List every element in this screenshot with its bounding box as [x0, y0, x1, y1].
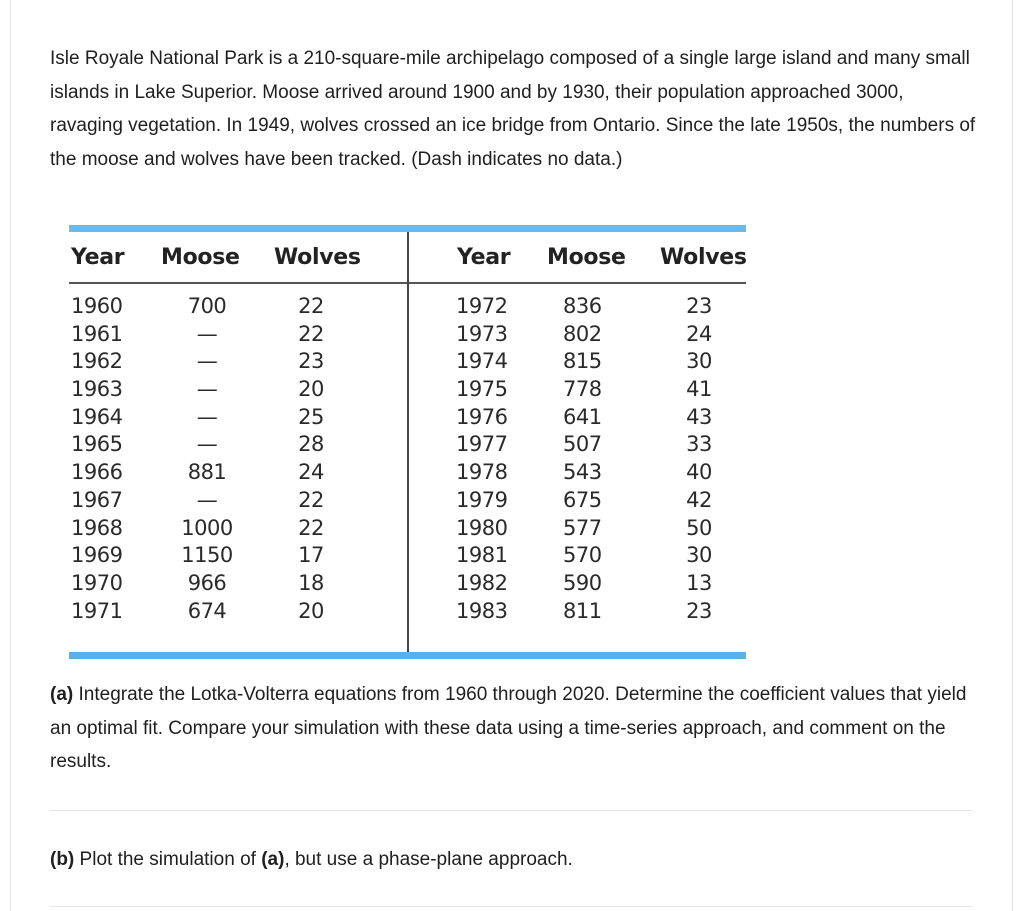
table-cell: 1963: [71, 377, 123, 402]
table-cell: 1965: [71, 432, 123, 457]
table-cell: 1981: [456, 543, 508, 568]
table-cell: —: [196, 487, 218, 512]
table-cell: 1967: [71, 487, 123, 512]
table-cell: —: [196, 349, 218, 374]
table-cell: 1962: [71, 349, 123, 374]
moose-wolves-table: [69, 225, 746, 663]
table-cell: 22: [298, 515, 324, 540]
table-cell: 23: [298, 349, 324, 374]
table-cell: 22: [298, 487, 324, 512]
separator: [50, 810, 972, 811]
table-cell: 1983: [456, 598, 508, 623]
table-cell: 1964: [71, 404, 123, 429]
table-cell: 40: [686, 460, 712, 485]
table-cell: 1975: [456, 377, 508, 402]
table-cell: 30: [686, 543, 712, 568]
table-cell: 33: [686, 432, 712, 457]
table-bottom-rule: [69, 652, 746, 659]
table-cell: 25: [298, 404, 324, 429]
table-cell: 507: [563, 432, 602, 457]
table-cell: 41: [686, 377, 712, 402]
separator-bottom: [50, 906, 972, 907]
header-wolves-left: Wolves: [274, 245, 361, 270]
column-year-right: [456, 293, 526, 625]
table-cell: 1961: [71, 321, 123, 346]
table-cell: 836: [563, 294, 602, 318]
table-cell: 30: [686, 349, 712, 374]
table-cell: 28: [298, 432, 324, 457]
table-cell: 43: [686, 404, 712, 429]
table-cell: 700: [187, 294, 227, 318]
table-cell: 641: [563, 404, 602, 429]
table-cell: 674: [187, 598, 227, 623]
header-moose-left: Moose: [161, 245, 240, 270]
table-cell: 17: [298, 543, 324, 568]
table-cell: 811: [563, 598, 602, 623]
table-cell: 20: [298, 598, 324, 623]
table-cell: 577: [563, 515, 602, 540]
table-cell: 50: [686, 515, 712, 540]
table-cell: 13: [686, 570, 712, 595]
table-cell: —: [196, 404, 218, 429]
header-year-left: Year: [71, 245, 125, 270]
table-cell: 1978: [456, 460, 508, 485]
table-cell: 1970: [71, 570, 123, 595]
table-cell: 1971: [71, 598, 123, 623]
table-cell: 1966: [71, 460, 123, 485]
table-cell: 543: [563, 460, 602, 485]
table-cell: 1150: [181, 543, 233, 568]
question-b-label: (b): [50, 849, 75, 870]
table-cell: —: [196, 432, 218, 457]
table-cell: 570: [563, 543, 602, 568]
table-cell: 1969: [71, 543, 123, 568]
question-a-text: Integrate the Lotka-Volterra equations from 1960 through 2020. Determine the coefficient values that yield an optimal fit. Compare your simulation with these data using a time-series approach, and comment on the results.: [50, 684, 967, 772]
table-cell: 1974: [456, 349, 508, 374]
table-cell: 1973: [456, 321, 508, 346]
table-cell: 22: [298, 294, 324, 318]
question-a-label: (a): [50, 684, 74, 705]
table-cell: 1968: [71, 515, 123, 540]
header-moose-right: Moose: [547, 245, 626, 270]
frame-border-left: [10, 0, 11, 911]
question-b-text-before: Plot the simulation of: [74, 849, 262, 870]
table-cell: 1000: [181, 515, 233, 540]
table-cell: 20: [298, 377, 324, 402]
table-cell: 42: [686, 487, 712, 512]
table-cell: —: [196, 321, 218, 346]
table-cell: 23: [686, 598, 712, 623]
table-cell: 24: [298, 460, 324, 485]
table-cell: 24: [686, 321, 712, 346]
table-cell: 966: [187, 570, 227, 595]
column-wolves-left: [281, 293, 341, 625]
table-cell: 23: [686, 294, 712, 318]
table-cell: 590: [563, 570, 602, 595]
column-year-left: [71, 293, 141, 625]
table-cell: 778: [563, 377, 602, 402]
question-b-text-after: , but use a phase-plane approach.: [284, 849, 573, 870]
table-cell: 802: [563, 321, 602, 346]
question-b: [50, 843, 980, 877]
column-moose-left: [167, 293, 247, 625]
table-cell: 22: [298, 321, 324, 346]
table-cell: —: [196, 377, 218, 402]
intro-paragraph: Isle Royale National Park is a 210-square-mile archipelago composed of a single large island and many small islands in Lake Superior. Moose arrived around 1900 and by 1930, their population approached 3000, ravaging vegetation. In 1949, wolves crossed an ice bridge from Ontario. Since the late 1950s, the numbers of the moose and wolves have been tracked. (Dash indicates no data.): [50, 48, 976, 170]
header-wolves-right: Wolves: [660, 245, 747, 270]
column-moose-right: [563, 293, 623, 625]
table-column-divider: [407, 232, 409, 652]
table-cell: 18: [298, 570, 324, 595]
table-top-rule: [69, 225, 746, 232]
table-cell: 1972: [456, 294, 508, 318]
table-cell: 1982: [456, 570, 508, 595]
frame-border-right: [1012, 0, 1013, 911]
table-cell: 675: [563, 487, 602, 512]
column-wolves-right: [674, 293, 724, 625]
header-year-right: Year: [457, 245, 511, 270]
table-cell: 815: [563, 349, 602, 374]
table-cell: 1977: [456, 432, 508, 457]
question-b-ref: (a): [261, 849, 285, 870]
table-cell: 881: [187, 460, 227, 485]
table-cell: 1979: [456, 487, 508, 512]
table-cell: 1960: [71, 294, 123, 318]
table-cell: 1980: [456, 515, 508, 540]
question-a: [50, 678, 980, 779]
table-cell: 1976: [456, 404, 508, 429]
